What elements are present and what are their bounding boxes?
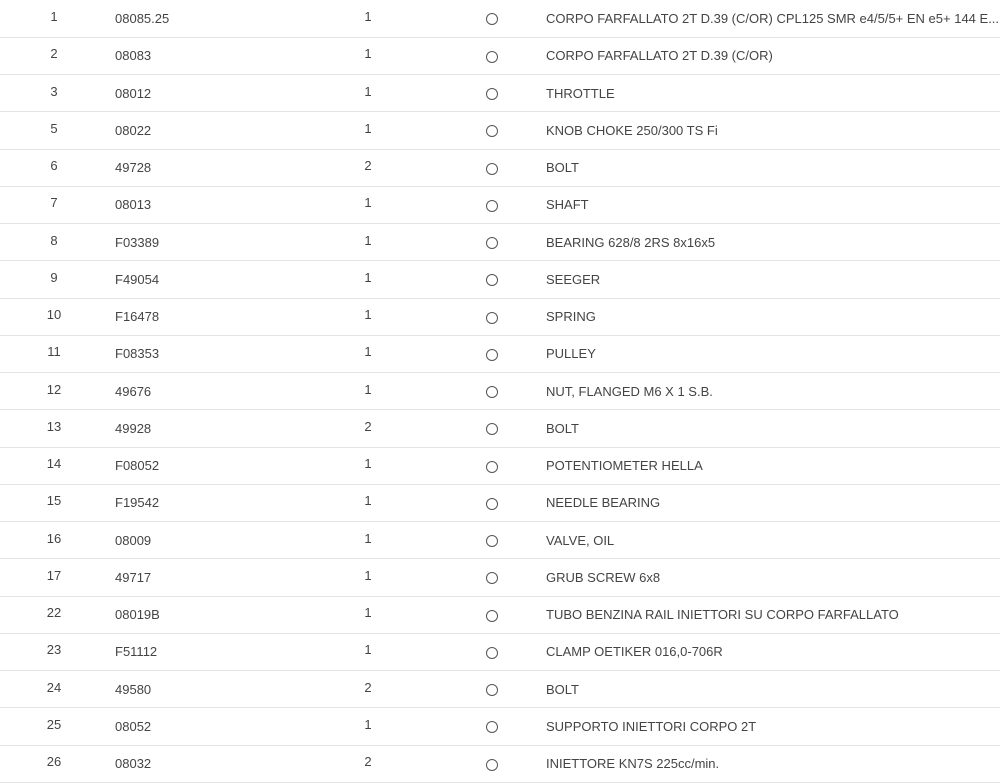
radio-unchecked-icon[interactable] xyxy=(486,200,498,212)
part-description: CORPO FARFALLATO 2T D.39 (C/OR) xyxy=(546,48,773,64)
select-cell xyxy=(438,0,546,37)
part-code: F03389 xyxy=(115,234,160,250)
table-row xyxy=(0,224,1000,261)
part-description: SEEGER xyxy=(546,271,601,287)
part-code: 49928 xyxy=(115,420,152,436)
quantity: 1 xyxy=(364,307,372,323)
radio-unchecked-icon[interactable] xyxy=(486,647,498,659)
table-row xyxy=(0,149,1000,186)
quantity: 1 xyxy=(364,456,372,472)
part-code: 08022 xyxy=(115,122,152,138)
quantity: 1 xyxy=(364,269,372,285)
table-row xyxy=(0,37,1000,74)
part-code: 08032 xyxy=(115,756,152,772)
position-number: 22 xyxy=(46,605,62,621)
position-number: 14 xyxy=(46,456,62,472)
part-code: F08353 xyxy=(115,346,160,362)
table-row xyxy=(0,298,1000,335)
table-row xyxy=(0,373,1000,410)
part-code: 08012 xyxy=(115,85,152,101)
radio-unchecked-icon[interactable] xyxy=(486,349,498,361)
select-cell xyxy=(438,708,546,745)
part-description: CLAMP OETIKER 016,0-706R xyxy=(546,644,723,660)
radio-unchecked-icon[interactable] xyxy=(486,610,498,622)
part-code: 08019B xyxy=(115,607,160,623)
part-code: 49728 xyxy=(115,160,152,176)
radio-unchecked-icon[interactable] xyxy=(486,125,498,137)
quantity: 1 xyxy=(364,46,372,62)
position-number: 17 xyxy=(46,567,62,583)
radio-unchecked-icon[interactable] xyxy=(486,386,498,398)
part-code: 49676 xyxy=(115,383,152,399)
part-description: POTENTIOMETER HELLA xyxy=(546,458,703,474)
position-number: 6 xyxy=(50,158,58,174)
table-row xyxy=(0,335,1000,372)
table-row xyxy=(0,522,1000,559)
select-cell xyxy=(438,186,546,223)
quantity: 1 xyxy=(364,381,372,397)
part-code: 08052 xyxy=(115,718,152,734)
part-code: F16478 xyxy=(115,309,160,325)
position-number: 23 xyxy=(46,642,62,658)
radio-unchecked-icon[interactable] xyxy=(486,684,498,696)
position-number: 12 xyxy=(46,381,62,397)
position-number: 24 xyxy=(46,679,62,695)
table-row xyxy=(0,410,1000,447)
select-cell xyxy=(438,522,546,559)
part-description: TUBO BENZINA RAIL INIETTORI SU CORPO FARFALLATO xyxy=(546,607,899,623)
part-code: F51112 xyxy=(115,644,158,660)
table-row xyxy=(0,708,1000,745)
part-code: 08013 xyxy=(115,197,152,213)
radio-unchecked-icon[interactable] xyxy=(486,312,498,324)
table-row xyxy=(0,112,1000,149)
table-row xyxy=(0,484,1000,521)
select-cell xyxy=(438,484,546,521)
table-row xyxy=(0,261,1000,298)
radio-unchecked-icon[interactable] xyxy=(486,759,498,771)
quantity: 1 xyxy=(364,567,372,583)
quantity: 2 xyxy=(364,158,372,174)
table-row xyxy=(0,75,1000,112)
part-description: BOLT xyxy=(546,420,579,436)
table-row xyxy=(0,745,1000,782)
radio-unchecked-icon[interactable] xyxy=(486,163,498,175)
select-cell xyxy=(438,261,546,298)
part-code: F08052 xyxy=(115,458,160,474)
select-cell xyxy=(438,224,546,261)
select-cell xyxy=(438,37,546,74)
select-cell xyxy=(438,373,546,410)
position-number: 16 xyxy=(46,530,62,546)
part-description: NEEDLE BEARING xyxy=(546,495,661,511)
part-description: NUT, FLANGED M6 X 1 S.B. xyxy=(546,383,713,399)
radio-unchecked-icon[interactable] xyxy=(486,237,498,249)
part-description: SUPPORTO INIETTORI CORPO 2T xyxy=(546,718,757,734)
position-number: 15 xyxy=(46,493,62,509)
quantity: 2 xyxy=(364,418,372,434)
radio-unchecked-icon[interactable] xyxy=(486,13,498,25)
part-description: SHAFT xyxy=(546,197,589,213)
position-number: 5 xyxy=(50,120,58,136)
select-cell xyxy=(438,671,546,708)
table-row xyxy=(0,559,1000,596)
position-number: 1 xyxy=(50,8,58,24)
part-code: 08085.25 xyxy=(115,10,170,26)
select-cell xyxy=(438,149,546,186)
radio-unchecked-icon[interactable] xyxy=(486,498,498,510)
radio-unchecked-icon[interactable] xyxy=(486,51,498,63)
part-description: PULLEY xyxy=(546,346,596,362)
table-row xyxy=(0,596,1000,633)
position-number: 10 xyxy=(46,307,62,323)
part-description: THROTTLE xyxy=(546,85,615,101)
select-cell xyxy=(438,112,546,149)
part-code: 08009 xyxy=(115,532,152,548)
part-code: 49717 xyxy=(115,569,152,585)
part-code: F19542 xyxy=(115,495,160,511)
select-cell xyxy=(438,596,546,633)
part-description: INIETTORE KN7S 225cc/min. xyxy=(546,756,720,772)
select-cell xyxy=(438,745,546,782)
select-cell xyxy=(438,75,546,112)
table-row xyxy=(0,447,1000,484)
select-cell xyxy=(438,335,546,372)
position-number: 8 xyxy=(50,232,58,248)
quantity: 1 xyxy=(364,493,372,509)
part-description: GRUB SCREW 6x8 xyxy=(546,569,661,585)
position-number: 9 xyxy=(50,269,58,285)
quantity: 1 xyxy=(364,120,372,136)
position-number: 2 xyxy=(50,46,58,62)
quantity: 1 xyxy=(364,716,372,732)
part-description: VALVE, OIL xyxy=(546,532,615,548)
quantity: 1 xyxy=(364,195,372,211)
part-description: SPRING xyxy=(546,309,596,325)
part-description: CORPO FARFALLATO 2T D.39 (C/OR) CPL125 SMR e4/5/5+ EN e5+ 144 E... xyxy=(546,10,1000,26)
quantity: 1 xyxy=(364,83,372,99)
quantity: 1 xyxy=(364,8,372,24)
quantity: 1 xyxy=(364,232,372,248)
select-cell xyxy=(438,298,546,335)
radio-unchecked-icon[interactable] xyxy=(486,535,498,547)
position-number: 13 xyxy=(46,418,62,434)
part-code: 08083 xyxy=(115,48,152,64)
select-cell xyxy=(438,633,546,670)
radio-unchecked-icon[interactable] xyxy=(486,88,498,100)
quantity: 1 xyxy=(364,344,372,360)
table-row xyxy=(0,186,1000,223)
part-description: BOLT xyxy=(546,160,579,176)
radio-unchecked-icon[interactable] xyxy=(486,572,498,584)
radio-unchecked-icon[interactable] xyxy=(486,274,498,286)
part-description: KNOB CHOKE 250/300 TS Fi xyxy=(546,122,718,138)
part-code: 49580 xyxy=(115,681,152,697)
radio-unchecked-icon[interactable] xyxy=(486,721,498,733)
table-row xyxy=(0,633,1000,670)
quantity: 1 xyxy=(364,530,372,546)
quantity: 1 xyxy=(364,605,372,621)
select-cell xyxy=(438,410,546,447)
position-number: 26 xyxy=(46,754,62,770)
position-number: 3 xyxy=(50,83,58,99)
part-description: BEARING 628/8 2RS 8x16x5 xyxy=(546,234,716,250)
quantity: 1 xyxy=(364,642,372,658)
part-description: BOLT xyxy=(546,681,579,697)
position-number: 25 xyxy=(46,716,62,732)
quantity: 2 xyxy=(364,679,372,695)
table-row xyxy=(0,0,1000,37)
position-number: 11 xyxy=(47,344,61,360)
quantity: 2 xyxy=(364,754,372,770)
table-row xyxy=(0,671,1000,708)
position-number: 7 xyxy=(50,195,58,211)
radio-unchecked-icon[interactable] xyxy=(486,423,498,435)
part-code: F49054 xyxy=(115,271,160,287)
select-cell xyxy=(438,447,546,484)
radio-unchecked-icon[interactable] xyxy=(486,461,498,473)
select-cell xyxy=(438,559,546,596)
